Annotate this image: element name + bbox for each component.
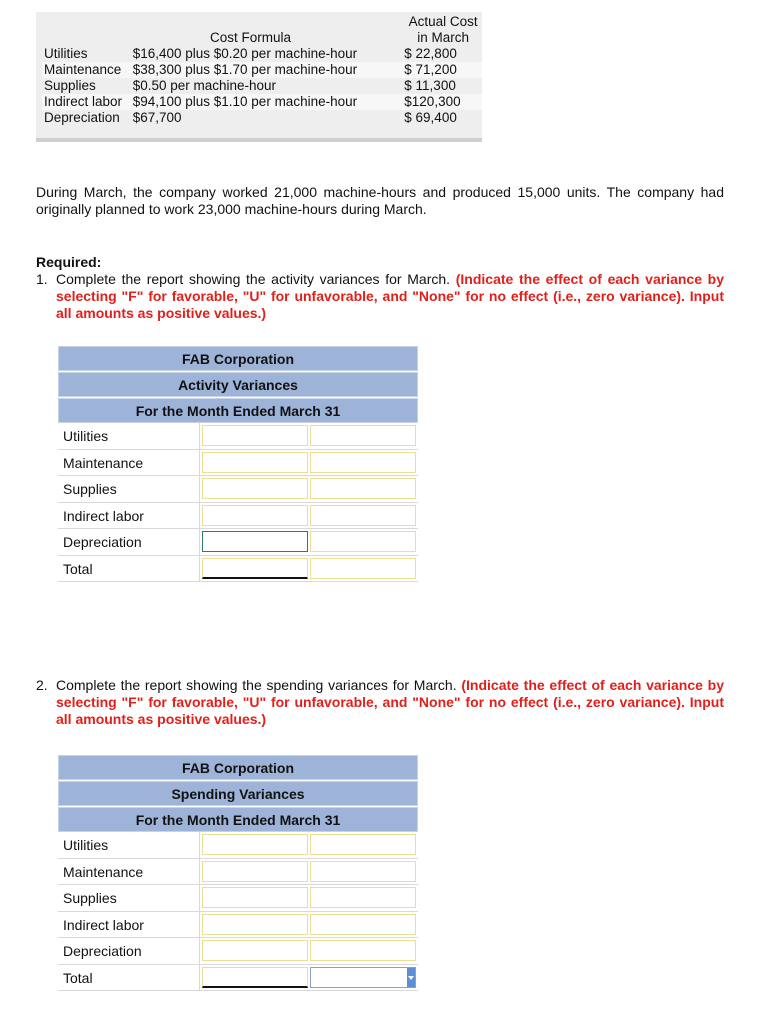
cost-item-actual: $ 71,200: [398, 62, 482, 78]
table-row: [58, 529, 418, 556]
row-label: Utilities: [58, 423, 200, 449]
question-1: [36, 271, 724, 322]
report-period: For the Month Ended March 31: [58, 807, 418, 832]
row-label: Indirect labor: [58, 503, 200, 529]
amount-input[interactable]: [202, 914, 308, 935]
cost-item-actual: $ 69,400: [404, 110, 457, 125]
row-label: Maintenance: [58, 450, 200, 476]
effect-select[interactable]: [310, 478, 416, 499]
cost-item-name: Supplies: [44, 78, 96, 93]
effect-select[interactable]: [310, 834, 416, 855]
table-row-total: [58, 965, 418, 992]
effect-select[interactable]: [310, 940, 416, 961]
table-row-total: [58, 556, 418, 583]
table-row: [58, 423, 418, 450]
cost-formula-table: [42, 14, 482, 126]
report-title: Activity Variances: [58, 372, 418, 397]
row-label: Depreciation: [58, 938, 200, 964]
question-2-section: [36, 677, 724, 728]
amount-input[interactable]: [202, 834, 308, 855]
report-title: Spending Variances: [58, 781, 418, 806]
question-2-number: 2.: [36, 677, 48, 693]
cost-row-indirect-labor: [42, 94, 482, 110]
row-label: Supplies: [58, 476, 200, 502]
cost-table-header-row-1: [42, 14, 482, 30]
question-1-number: 1.: [36, 271, 48, 287]
total-amount-input[interactable]: [202, 967, 308, 988]
cost-item-formula: $0.50 per machine-hour: [132, 78, 277, 93]
cost-item-name: Maintenance: [42, 62, 133, 78]
cost-formula-header: Cost Formula: [209, 30, 291, 45]
activity-variances-report: [58, 346, 418, 582]
amount-input[interactable]: [202, 452, 308, 473]
total-effect-select[interactable]: [310, 558, 416, 579]
cost-item-actual: $ 11,300: [404, 78, 456, 93]
row-label: Total: [58, 965, 200, 991]
row-label: Maintenance: [58, 859, 200, 885]
question-1-instruction: (Indicate the effect of each variance by selecting "F" for favorable, "U" for unfavorable, and "None" for no effect (i.e., zero variance). Input all amounts as positive values.): [56, 271, 725, 321]
question-2-instruction: (Indicate the effect of each variance by selecting "F" for favorable, "U" for unfavorable, and "None" for no effect (i.e., zero variance). Input all amounts as positive values.): [56, 677, 725, 727]
cost-row-utilities: [42, 46, 482, 62]
table-row: [58, 503, 418, 530]
effect-select[interactable]: [310, 887, 416, 908]
cost-item-formula: $38,300 plus $1.70 per machine-hour: [133, 62, 399, 78]
spending-variances-report: [58, 755, 418, 991]
row-label: Indirect labor: [58, 912, 200, 938]
amount-input[interactable]: [202, 861, 308, 882]
row-label: Total: [58, 556, 200, 582]
cost-table-header-row-2: [42, 30, 482, 46]
question-1-text: Complete the report showing the activity variances for March.: [56, 271, 451, 287]
actual-cost-header-sub: in March: [417, 30, 470, 45]
total-amount-input[interactable]: [202, 558, 308, 579]
row-label: Supplies: [58, 885, 200, 911]
cost-item-actual: $120,300: [398, 94, 482, 110]
intro-paragraph: During March, the company worked 21,000 machine-hours and produced 15,000 units. The company had originally planned to work 23,000 machine-hours during March.: [36, 184, 724, 217]
table-row: [58, 476, 418, 503]
question-2-text: Complete the report showing the spending variances for March.: [56, 677, 457, 693]
question-2: [36, 677, 724, 728]
cost-row-maintenance: [42, 62, 482, 78]
cost-item-formula: $94,100 plus $1.10 per machine-hour: [133, 94, 399, 110]
effect-select[interactable]: [310, 425, 416, 446]
actual-cost-header: Actual Cost: [408, 14, 478, 29]
report-period: For the Month Ended March 31: [58, 398, 418, 423]
effect-select[interactable]: [310, 452, 416, 473]
report-company: FAB Corporation: [58, 346, 418, 371]
table-row: [58, 885, 418, 912]
cost-row-depreciation: [42, 110, 482, 126]
amount-input[interactable]: [202, 505, 308, 526]
required-section: [36, 254, 724, 322]
total-effect-dropdown[interactable]: [310, 967, 416, 988]
table-row: [58, 832, 418, 859]
effect-select[interactable]: [310, 531, 416, 552]
report-company: FAB Corporation: [58, 755, 418, 780]
effect-select[interactable]: [310, 861, 416, 882]
cost-item-name: Utilities: [44, 46, 88, 61]
table-row: [58, 450, 418, 477]
cost-item-name: Depreciation: [44, 110, 120, 125]
table-bottom-rule: [36, 138, 482, 142]
dropdown-arrow-icon[interactable]: [407, 968, 415, 987]
amount-input[interactable]: [202, 887, 308, 908]
effect-select[interactable]: [310, 505, 416, 526]
cost-row-supplies: [42, 78, 482, 94]
row-label: Depreciation: [58, 529, 200, 555]
cost-item-formula: $67,700: [132, 110, 182, 125]
required-heading: Required:: [36, 254, 102, 270]
row-label: Utilities: [58, 832, 200, 858]
table-row: [58, 859, 418, 886]
table-row: [58, 938, 418, 965]
amount-input[interactable]: [202, 478, 308, 499]
cost-item-actual: $ 22,800: [404, 46, 457, 61]
cost-item-formula: $16,400 plus $0.20 per machine-hour: [132, 46, 358, 61]
cost-item-name: Indirect labor: [42, 94, 133, 110]
amount-input-focused[interactable]: [202, 531, 308, 552]
cost-formula-block: [36, 12, 482, 142]
amount-input[interactable]: [202, 425, 308, 446]
table-row: [58, 912, 418, 939]
effect-select[interactable]: [310, 914, 416, 935]
amount-input[interactable]: [202, 940, 308, 961]
